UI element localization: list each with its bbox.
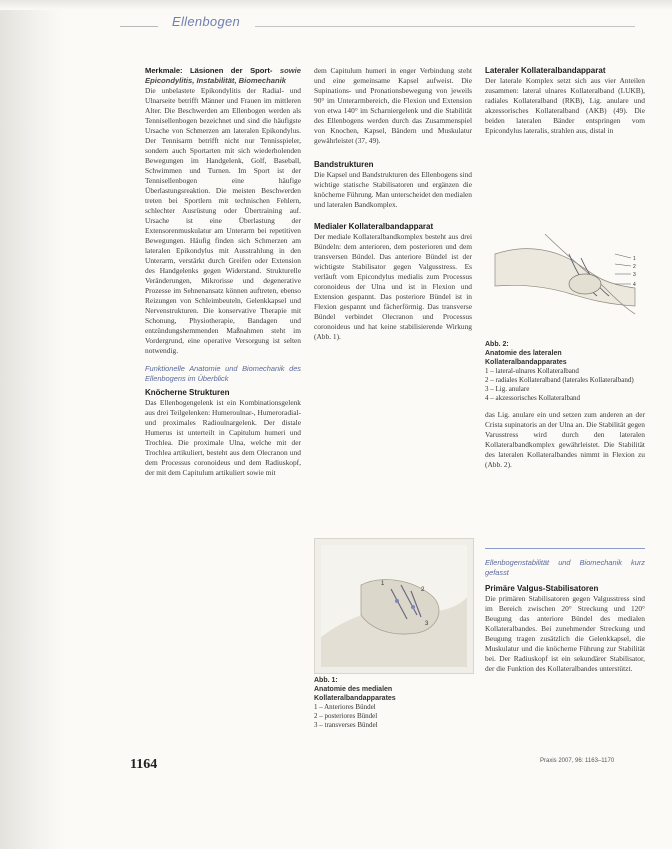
col3-section-label: Ellenbogenstabilität und Biomechanik kurz gefasst bbox=[485, 558, 645, 577]
page-shadow-left bbox=[0, 0, 64, 849]
figure-1-caption bbox=[314, 676, 472, 730]
col1-section-paragraph: Das Ellenbogengelenk ist ein Kombinationsgelenk aus drei Teilgelenken: Humeroulnar-, Humeroradial- und proximales Radioulnargelenk. Der distale Humerus ist unterteilt in Capitulum humeri und Trochlea. Die proximale Ulna, welche mit der Trochlea artikuliert, besteht aus dem Olecranon und dem Processus coronoideus und dem Radiuskopf, der mit dem Capitulum artikuliert sowie mit bbox=[145, 398, 301, 477]
section-rule bbox=[485, 548, 645, 549]
figure-2-caption-item: 3 – Lig. anulare bbox=[485, 385, 530, 393]
figure-1-caption-item: 1 – Anteriores Bündel bbox=[314, 703, 376, 711]
figure-2-caption-item: 2 – radiales Kollateralband (laterales Kollateralband) bbox=[485, 376, 634, 384]
page-number: 1164 bbox=[130, 757, 158, 772]
svg-text:1: 1 bbox=[381, 581, 385, 587]
column-1 bbox=[145, 66, 301, 478]
running-head bbox=[120, 14, 650, 34]
col3-paragraph-2: das Lig. anulare ein und setzen zum anderen an der Crista supinatoris an der Ulna an. Die Stabilität gegen Varusstress wird durch den lateralen Kollateralbandkomplex gewährleistet. Die Stabilität des lateralen Kollateralbandes nimmt in Flexion zu (Abb. 2). bbox=[485, 410, 645, 469]
page-shadow-top bbox=[0, 0, 672, 10]
running-head-rule-left bbox=[120, 26, 158, 27]
col2-heading-medial: Medialer Kollateralbandapparat bbox=[314, 222, 434, 231]
col1-heading bbox=[145, 66, 301, 86]
col3-section-paragraph: Die primären Stabilisatoren gegen Valgusstress sind im Bereich zwischen 20° Streckung und 120° Beugung das anteriore Bündel des medialen Kollateralbandes. Bei zunehmender Streckung und Beugung tragen zusätzlich die Gelenkkapsel, die Muskulatur und die knöcherne Führung zur Stabilität bei. Der Radiuskopf ist ein sekundärer Stabilisator, der die Funktion des Kollateralbandes unterstützt. bbox=[485, 594, 645, 673]
column-3 bbox=[485, 66, 645, 136]
figure-2-illustration bbox=[485, 214, 645, 336]
col1-section-label: Funktionelle Anatomie und Biomechanik des Ellenbogens im Überblick bbox=[145, 364, 301, 383]
figure-2-caption-title: Abb. 2: bbox=[485, 341, 509, 348]
col3-paragraph: Der laterale Komplex setzt sich aus vier Anteilen zusammen: lateral ulnares Kollateralband (LUKB), radiales Kollateralband (RKB), Lig. anulare und akzessorisches Kollateralband (AKB) (49). Die beiden lateralen Bänder entspringen vom Epicondylus lateralis, strahlen aus, distal in bbox=[485, 76, 645, 135]
figure-1-caption-title: Abb. 1: bbox=[314, 677, 338, 684]
svg-text:2: 2 bbox=[633, 264, 636, 270]
figure-1-caption-text: Anatomie des medialen Kollateralbandapparates bbox=[314, 686, 396, 702]
journal-footer: Praxis 2007, 96: 1163–1170 bbox=[540, 758, 615, 764]
figure-1-image bbox=[314, 538, 474, 674]
col2-paragraph-band: Die Kapsel und Bandstrukturen des Ellenbogens sind wichtige statische Stabilisatoren und ergänzen die knöcherne Führung. Man unterscheidet den medialen und lateralen Bandkomplex. bbox=[314, 170, 472, 209]
running-head-title: Ellenbogen bbox=[172, 14, 241, 29]
col1-heading-bold: Merkmale: Läsionen der Sport- bbox=[145, 66, 273, 75]
col3-section-heading: Primäre Valgus-Stabilisatoren bbox=[485, 584, 599, 593]
col2-heading-band: Bandstrukturen bbox=[314, 160, 374, 169]
figure-2-caption-item: 1 – lateral-ulnares Kollateralband bbox=[485, 367, 579, 375]
svg-text:2: 2 bbox=[421, 587, 425, 593]
svg-text:1: 1 bbox=[633, 256, 636, 262]
column-3-continued bbox=[485, 410, 645, 470]
col1-heading-italic: sowie Epicondylitis, Instabilität, Biomechanik bbox=[145, 66, 301, 85]
col1-paragraph: Die unbelastete Epikondylitis der Radial- und Ulnarseite betrifft Männer und Frauen im mittleren Alter. Die Beschwerden am Ellenbogen werden als Tennisellenbogen bezeichnet und sind die häufigste Ursache von Schmerzen am lateralen Epikondylus. Der Tennisarm betrifft nicht nur Tennisspieler, sondern auch Sportarten mit sich wiederholenden Bewegungen im Handgelenk, Golf, Baseball, Schwimmen und Turnen. Im Sport ist der Tennisellenbogen eine häufige Überlastungsreaktion. Die meisten Beschwerden treten bei Sportlern mit technischen Fehlern, schlechter Ausrüstung oder Übertraining auf. Ursache ist eine Überlastung der Extensorenmuskulatur am Unterarm bei repetitiven Bewegungen. Häufig finden sich Schmerzen am lateralen Epikondylus mit Ausstrahlung in den Unterarm, verstärkt durch Greifen oder Extension des Handgelenks gegen Widerstand. Strukturelle Veränderungen, Mikrorisse und degenerative Prozesse im Sehnenansatz können auftreten, ebenso Reizungen von Schleimbeuteln, Gelenkkapsel und Nervenstrukturen. Die konservative Therapie mit Schonung, Physiotherapie, Bandagen und entzündungshemmenden Maßnahmen steht im Vordergrund, eine operative Versorgung ist selten notwendig. bbox=[145, 86, 301, 355]
col1-section-heading: Knöcherne Strukturen bbox=[145, 388, 230, 397]
figure-1-caption-item: 2 – posteriores Bündel bbox=[314, 712, 378, 720]
svg-text:3: 3 bbox=[633, 272, 636, 278]
figure-2-caption-item: 4 – akzessorisches Kollateralband bbox=[485, 394, 581, 402]
figure-1-caption-item: 3 – transverses Bündel bbox=[314, 721, 378, 729]
column-2 bbox=[314, 66, 472, 342]
col2-paragraph-1: dem Capitulum humeri in enger Verbindung steht und eine gemeinsame Kapsel aufweist. Die Supinations- und Pronationsbewegung von jeweils 90° im Unterarmbereich, die Flexion und Extension von etwa 140° im Scharniergelenk und die Stabilität des Ellenbogens werden durch das Zusammenspiel von Knochen, Kapsel, Bändern und Muskulatur gewährleistet (37, 49). bbox=[314, 66, 472, 145]
running-head-rule-right bbox=[255, 26, 635, 27]
figure-2-image bbox=[485, 214, 645, 336]
column-3-section bbox=[485, 558, 645, 674]
svg-text:3: 3 bbox=[425, 621, 429, 627]
col3-heading: Lateraler Kollateralbandapparat bbox=[485, 66, 606, 75]
svg-text:4: 4 bbox=[633, 282, 636, 288]
figure-2-caption-text: Anatomie des lateralen Kollateralbandapparates bbox=[485, 350, 567, 366]
figure-1-illustration bbox=[321, 545, 467, 667]
col2-paragraph-medial: Der mediale Kollateralbandkomplex besteht aus drei Bündeln: dem anterioren, dem posterioren und dem transversen Bündel. Das anteriore Bündel ist der wichtigste Stabilisator gegen Valgusstress. Es verläuft vom Epicondylus medialis zum Processus coronoideus der Ulna und ist in Flexion und Extension gespannt. Das posteriore Bündel ist in Flexion gespannt und fächerförmig. Das transverse Bündel verbindet Olecranon und Processus coronoideus und hat keine stabilisierende Wirkung (Abb. 1). bbox=[314, 232, 472, 341]
figure-2-caption bbox=[485, 340, 645, 403]
